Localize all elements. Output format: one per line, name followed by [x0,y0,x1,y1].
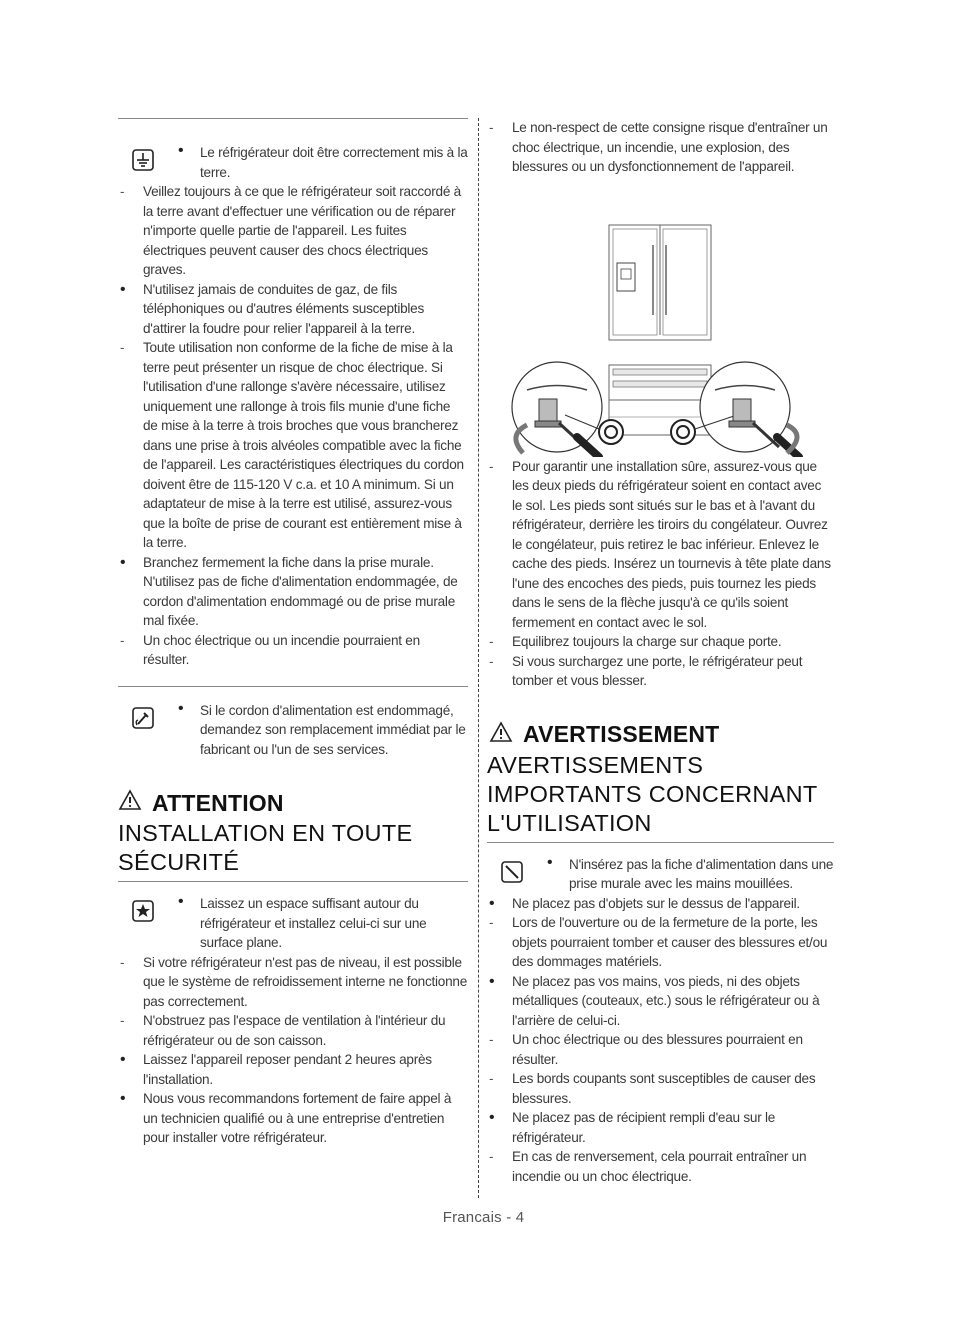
note-text: N'insérez pas la fiche d'alimentation dans une prise murale avec les mains mouillées. [569,856,834,891]
bullet-marker: • [178,893,184,910]
item-marker: - [489,1071,494,1086]
item-text: Toute utilisation non conforme de la fiche de mise à la terre peut présenter un risque de choc électrique. Si l'utilisation d'une rallonge s'avère nécessaire, utilisez uniquement une rallonge à trois fils munie d'une fiche de mise à la terre à trois broches que vous brancherez dans une prise à trois alvéoles compatible avec la fiche de l'appareil. Les caractéristiques électriques du cordon doivent être de 115-120 V c.a. et 10 A minimum. Si un adaptateur de mise à la terre est utilisé, assurez-vous que la boîte de prise de courant est entièrement mise à la terre. [143,340,464,550]
warning-header [487,721,834,838]
bullet-marker: • [178,699,184,717]
section-title: AVERTISSEMENTS IMPORTANTS CONCERNANT L'UTILISATION [487,751,818,836]
note-cord [118,701,468,760]
item-text: Equilibrez toujours la charge sur chaque porte. [512,634,782,649]
item-text: Si vous surchargez une porte, le réfrigérateur peut tomber et vous blesser. [512,653,803,688]
item-text: Veillez toujours à ce que le réfrigérateur soit raccordé à la terre avant d'effectuer une vérification ou de réparer n'importe quelle partie de l'appareil. Les fuites électriques peuvent causer des chocs électriques graves. [143,184,461,277]
column-divider [478,118,479,1198]
prohibited-icon [501,861,523,890]
list-item [487,1108,834,1147]
list-item [487,652,834,691]
ground-icon [132,149,154,178]
list-item [487,1069,834,1108]
list-item [487,1147,834,1186]
item-marker: - [120,184,125,199]
item-marker: • [120,553,126,571]
list-item [487,913,834,972]
right-list-b [487,894,834,1187]
list-item [487,972,834,1031]
list-item [118,1089,468,1148]
left-list-b [118,953,468,1148]
item-text: Laissez l'appareil reposer pendant 2 heures après l'installation. [143,1052,432,1087]
item-text: En cas de renversement, cela pourrait entraîner un incendie ou un choc électrique. [512,1149,807,1184]
attention-label: ATTENTION [152,789,284,816]
item-text: Nous vous recommandons fortement de faire appel à un technicien qualifié ou à une entreprise d'entretien pour installer votre réfrigérateur. [143,1091,452,1145]
item-marker: - [489,915,494,930]
item-text: Les bords coupants sont susceptibles de causer des blessures. [512,1071,816,1106]
item-marker: - [489,1032,494,1047]
item-marker: • [489,894,495,912]
item-text: Branchez fermement la fiche dans la prise murale. N'utilisez pas de fiche d'alimentation endommagée, de cordon d'alimentation endommagé ou de prise murale mal fixée. [143,554,458,628]
bullet-marker: • [547,853,553,871]
right-column [487,118,834,1186]
item-marker: • [489,1109,495,1126]
plug-icon [132,707,154,736]
list-item [487,457,834,633]
note-wet-hands [487,855,834,894]
attention-header [118,789,468,877]
item-marker: - [489,458,494,474]
item-text: Pour garantir une installation sûre, assurez-vous que les deux pieds du réfrigérateur soient en contact avec le sol. Les pieds sont situés sur le bas et à l'avant du réfrigérateur, derrière les tiroirs du congélateur. Ouvrez le congélateur, puis retirez le bac inférieur. Enlevez le cache des pieds. Insérez un tournevis à tête plate dans l'une des encoches des pieds, puis tournez les pieds dans le sens de la flèche jusqu'à ce qu'ils soient fermement en contact avec le sol. [512,458,831,630]
item-marker: - [120,1013,125,1028]
list-item [118,182,468,280]
item-marker: • [489,972,495,990]
item-marker: - [489,653,494,669]
list-item [487,894,834,914]
item-marker: - [489,1149,494,1164]
note-text: Laissez un espace suffisant autour du réfrigérateur et installez celui-ci sur une surface plane. [200,896,427,950]
warning-triangle-icon [489,721,513,749]
list-item [118,338,468,553]
leveling-feet-illustration [487,185,834,457]
item-text: Si votre réfrigérateur n'est pas de niveau, il est possible que le système de refroidissement interne ne fonctionne pas correctement. [143,954,468,1009]
section-title: INSTALLATION EN TOUTE SÉCURITÉ [118,820,413,875]
list-item [118,1011,468,1050]
list-item [118,1050,468,1089]
list-item [118,953,468,1012]
item-text: Le non-respect de cette consigne risque d'entraîner un choc électrique, un incendie, une explosion, des blessures ou un dysfonctionnement de l'appareil. [512,120,828,174]
note-space [118,894,468,953]
item-text: Ne placez pas d'objets sur le dessus de l'appareil. [512,895,800,911]
section-rule [118,881,468,882]
item-marker: • [120,1051,126,1068]
item-text: Lors de l'ouverture ou de la fermeture de la porte, les objets pourraient tomber et causer des blessures et/ou des dommages matériels. [512,915,828,969]
item-text: Ne placez pas vos mains, vos pieds, ni des objets métalliques (couteaux, etc.) sous le réfrigérateur ou à l'arrière de celui-ci. [512,973,820,1028]
right-list-a [487,457,834,691]
top-rule [118,118,468,119]
note-text: Si le cordon d'alimentation est endommagé, demandez son remplacement immédiat par le fabricant ou l'un de ses services. [200,702,466,757]
list-item [487,632,834,652]
item-text: Ne placez pas de récipient rempli d'eau sur le réfrigérateur. [512,1110,776,1145]
warning-label: AVERTISSEMENT [523,721,720,747]
list-item [487,1030,834,1069]
list-item [487,118,834,177]
bullet-marker: • [178,142,184,159]
item-marker: • [120,280,126,298]
item-text: N'obstruez pas l'espace de ventilation à l'intérieur du réfrigérateur ou de son caisson. [143,1013,446,1048]
left-list-a [118,182,468,670]
list-item [118,631,468,670]
item-marker: - [489,634,494,649]
item-text: Un choc électrique ou un incendie pourraient en résulter. [143,632,420,667]
list-item [118,280,468,339]
star-icon [132,900,154,929]
left-column [118,118,468,1148]
section-rule [118,686,468,687]
page-number: Francais - 4 [442,1209,525,1226]
warning-triangle-icon [118,789,142,817]
item-marker: - [489,120,494,135]
list-item [118,553,468,631]
note-ground [118,143,468,182]
item-marker: - [120,954,125,970]
item-marker: • [120,1090,126,1107]
item-text: N'utilisez jamais de conduites de gaz, de fils téléphoniques ou d'autres éléments susceptibles d'attirer la foudre pour relier l'appareil à la terre. [143,281,425,336]
note-text: Le réfrigérateur doit être correctement mis à la terre. [200,145,468,180]
item-text: Un choc électrique ou des blessures pourraient en résulter. [512,1032,803,1067]
item-marker: - [120,340,125,355]
item-marker: - [120,632,125,648]
section-rule [487,842,834,843]
